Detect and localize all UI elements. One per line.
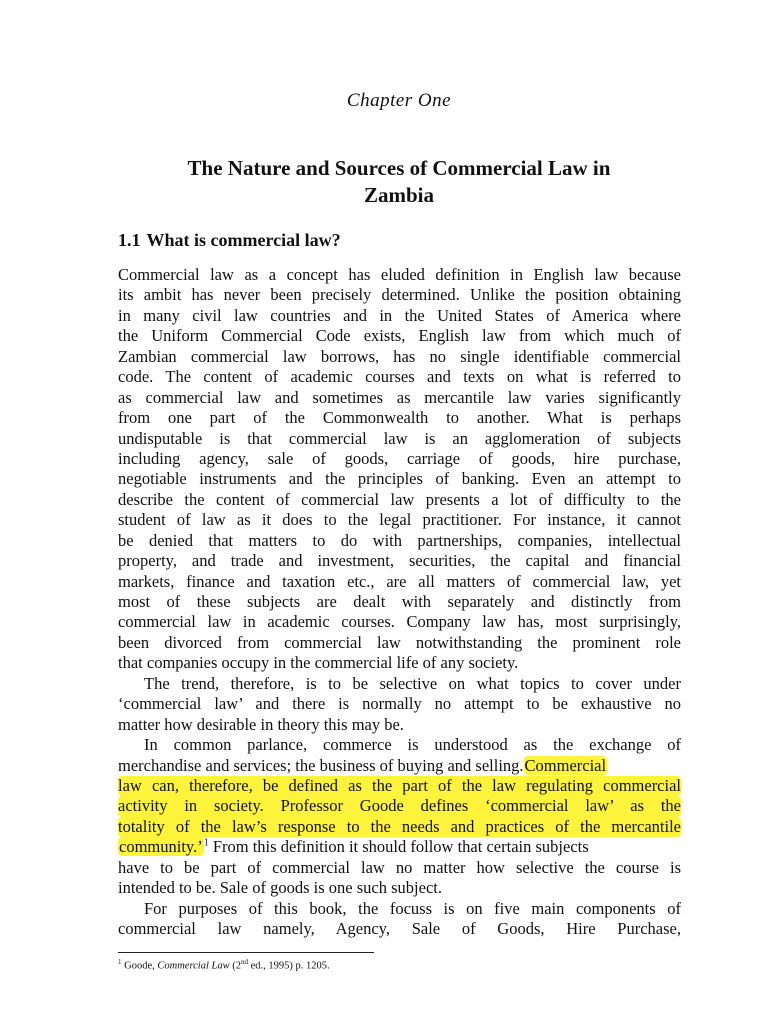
text-line: markets, finance and taxation etc., are all matters of commercial law, yet [118, 571, 681, 591]
text-line: negotiable instruments and the principles of banking. Even an attempt to [118, 469, 681, 489]
chapter-title [118, 155, 680, 209]
text-line [118, 756, 681, 776]
text-line: including agency, sale of goods, carriage of goods, hire purchase, [118, 448, 681, 468]
footnote-reference[interactable]: 1 [203, 837, 209, 849]
chapter-label: Chapter One [346, 90, 452, 111]
text-line: be denied that matters to do with partnerships, companies, intellectual [118, 530, 681, 550]
highlighted-line: totality of the law’s response to the needs and practices of the mercantile [118, 816, 681, 836]
text-line: commercial law in academic courses. Company law has, most surprisingly, [118, 612, 681, 632]
text-line: matter how desirable in theory this may be. [118, 714, 404, 734]
text-line: intended to be. Sale of goods is one such subject. [118, 878, 442, 898]
text-line: property, and trade and investment, securities, the capital and financial [118, 551, 681, 571]
footnote-rest: ed., 1995) p. 1205. [248, 960, 330, 972]
section-heading [118, 230, 341, 251]
body-text [118, 265, 681, 939]
text-line: have to be part of commercial law no matter how selective the course is [118, 857, 681, 877]
text-line: that companies occupy in the commercial life of any society. [118, 653, 519, 673]
footnote-author: Goode, [121, 960, 158, 972]
text-line: In common parlance, commerce is understood as the exchange of [144, 735, 681, 755]
text-line: the Uniform Commercial Code exists, English law from which much of [118, 326, 681, 346]
footnote-edition: (2 [229, 960, 241, 972]
plain-text: From this definition it should follow that certain subjects [208, 837, 589, 857]
footnote-work-title: Commercial Law [157, 960, 230, 972]
text-line: from one part of the Commonwealth to another. What is perhaps [118, 408, 681, 428]
text-line: been divorced from commercial law notwithstanding the prominent role [118, 632, 681, 652]
text-line: most of these subjects are dealt with separately and distinctly from [118, 592, 681, 611]
chapter-title-line: Zambia [363, 183, 434, 207]
highlighted-line: activity in society. Professor Goode defines ‘commercial law’ as the [118, 796, 681, 816]
section-title: What is commercial law? [146, 230, 341, 250]
section-number: 1.1 [118, 230, 141, 250]
highlighted-text: Commercial [524, 755, 607, 775]
text-line: describe the content of commercial law presents a lot of difficulty to the [118, 489, 681, 509]
text-line: in many civil law countries and in the United States of America where [118, 305, 681, 325]
text-line: Zambian commercial law borrows, has no single identifiable commercial [118, 346, 681, 366]
footnote-marker: 1 [118, 958, 122, 966]
text-line: The trend, therefore, is to be selective on what topics to cover under [144, 673, 681, 693]
highlighted-line: law can, therefore, be defined as the part of the law regulating commercial [118, 775, 681, 795]
highlighted-text: community.’ [119, 837, 203, 857]
plain-text: merchandise and services; the business of buying and selling. [118, 755, 524, 775]
footnote [118, 958, 330, 972]
text-line [118, 837, 681, 857]
text-line: For purposes of this book, the focuss is on five main components of [144, 898, 681, 918]
footnote-divider [118, 952, 374, 953]
text-line: Commercial law as a concept has eluded definition in English law because [118, 265, 681, 284]
text-line: code. The content of academic courses and texts on what is referred to [118, 367, 681, 387]
text-line: student of law as it does to the legal practitioner. For instance, it cannot [118, 510, 681, 530]
chapter-title-line: The Nature and Sources of Commercial Law in [187, 156, 611, 180]
footnote-edition-suffix: nd [241, 958, 248, 966]
text-line: ‘commercial law’ and there is normally no attempt to be exhaustive no [118, 694, 681, 714]
text-line: its ambit has never been precisely determined. Unlike the position obtaining [118, 285, 681, 305]
text-line: commercial law namely, Agency, Sale of Goods, Hire Purchase, [118, 919, 681, 938]
text-line: undisputable is that commercial law is an agglomeration of subjects [118, 428, 681, 448]
text-line: as commercial law and sometimes as mercantile law varies significantly [118, 387, 681, 407]
